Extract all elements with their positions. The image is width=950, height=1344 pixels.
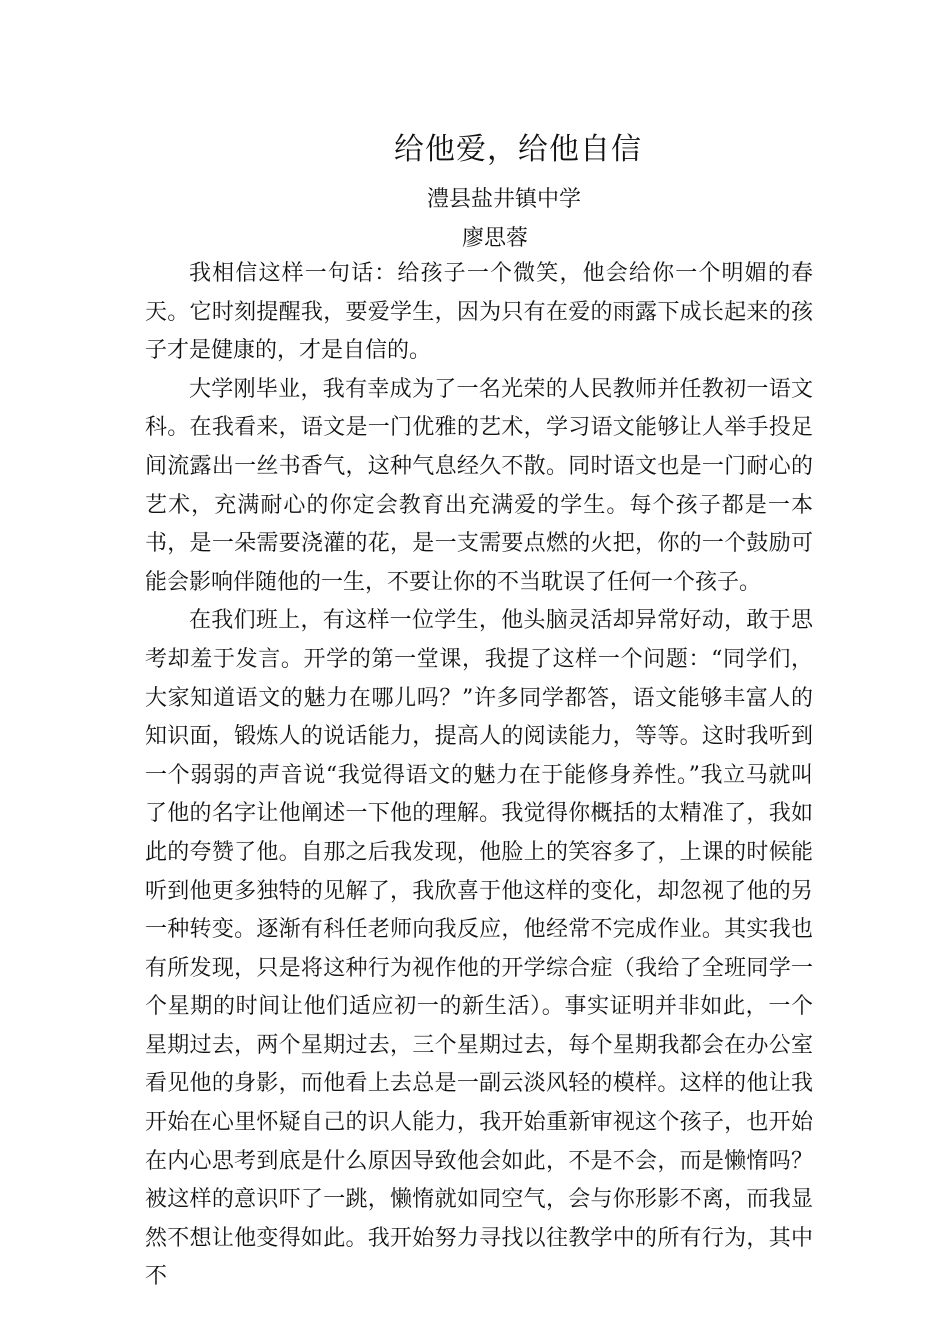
- document-title: 给他爱，给他自信: [394, 132, 642, 167]
- paragraph: 在我们班上，有这样一位学生，他头脑灵活却异常好动，敢于思考却羞于发言。开学的第一堂课，我提了这样一个问题：“同学们，大家知道语文的魅力在哪儿吗？”许多同学都答，语文能够丰富人的知识面，锻炼人的说话能力，提高人的阅读能力，等等。这时我听到一个弱弱的声音说“我觉得语文的魅力在于能修身养性。”我立马就叫了他的名字让他阐述一下他的理解。我觉得你概括的太精准了，我如此的夸赞了他。自那之后我发现，他脸上的笑容多了，上课的时候能听到他更多独特的见解了，我欣喜于他这样的变化，却忽视了他的另一种转变。逐渐有科任老师向我反应，他经常不完成作业。其实我也有所发现，只是将这种行为视作他的开学综合症（我给了全班同学一个星期的时间让他们适应初一的新生活）。事实证明并非如此，一个星期过去，两个星期过去，三个星期过去，每个星期我都会在办公室看见他的身影，而他看上去总是一副云淡风轻的模样。这样的他让我开始在心里怀疑自己的识人能力，我开始重新审视这个孩子，也开始在内心思考到底是什么原因导致他会如此，不是不会，而是懒惰吗？被这样的意识吓了一跳，懒惰就如同空气，会与你形影不离，而我显然不想让他变得如此。我开始努力寻找以往教学中的所有行为，其中不: [145, 608, 813, 1290]
- article-body: [145, 255, 813, 1297]
- paragraph: 我相信这样一句话：给孩子一个微笑，他会给你一个明媚的春天。它时刻提醒我，要爱学生，因为只有在爱的雨露下成长起来的孩子才是健康的，才是自信的。: [145, 261, 813, 364]
- paragraph: 大学刚毕业，我有幸成为了一名光荣的人民教师并任教初一语文科。在我看来，语文是一门优雅的艺术，学习语文能够让人举手投足间流露出一丝书香气，这种气息经久不散。同时语文也是一门耐心的艺术，充满耐心的你定会教育出充满爱的学生。每个孩子都是一本书，是一朵需要浇灌的花，是一支需要点燃的火把，你的一个鼓励可能会影响伴随他的一生，不要让你的不当耽误了任何一个孩子。: [145, 376, 813, 595]
- author-name: 廖思蓉: [461, 226, 528, 251]
- author-school: 澧县盐井镇中学: [426, 187, 581, 212]
